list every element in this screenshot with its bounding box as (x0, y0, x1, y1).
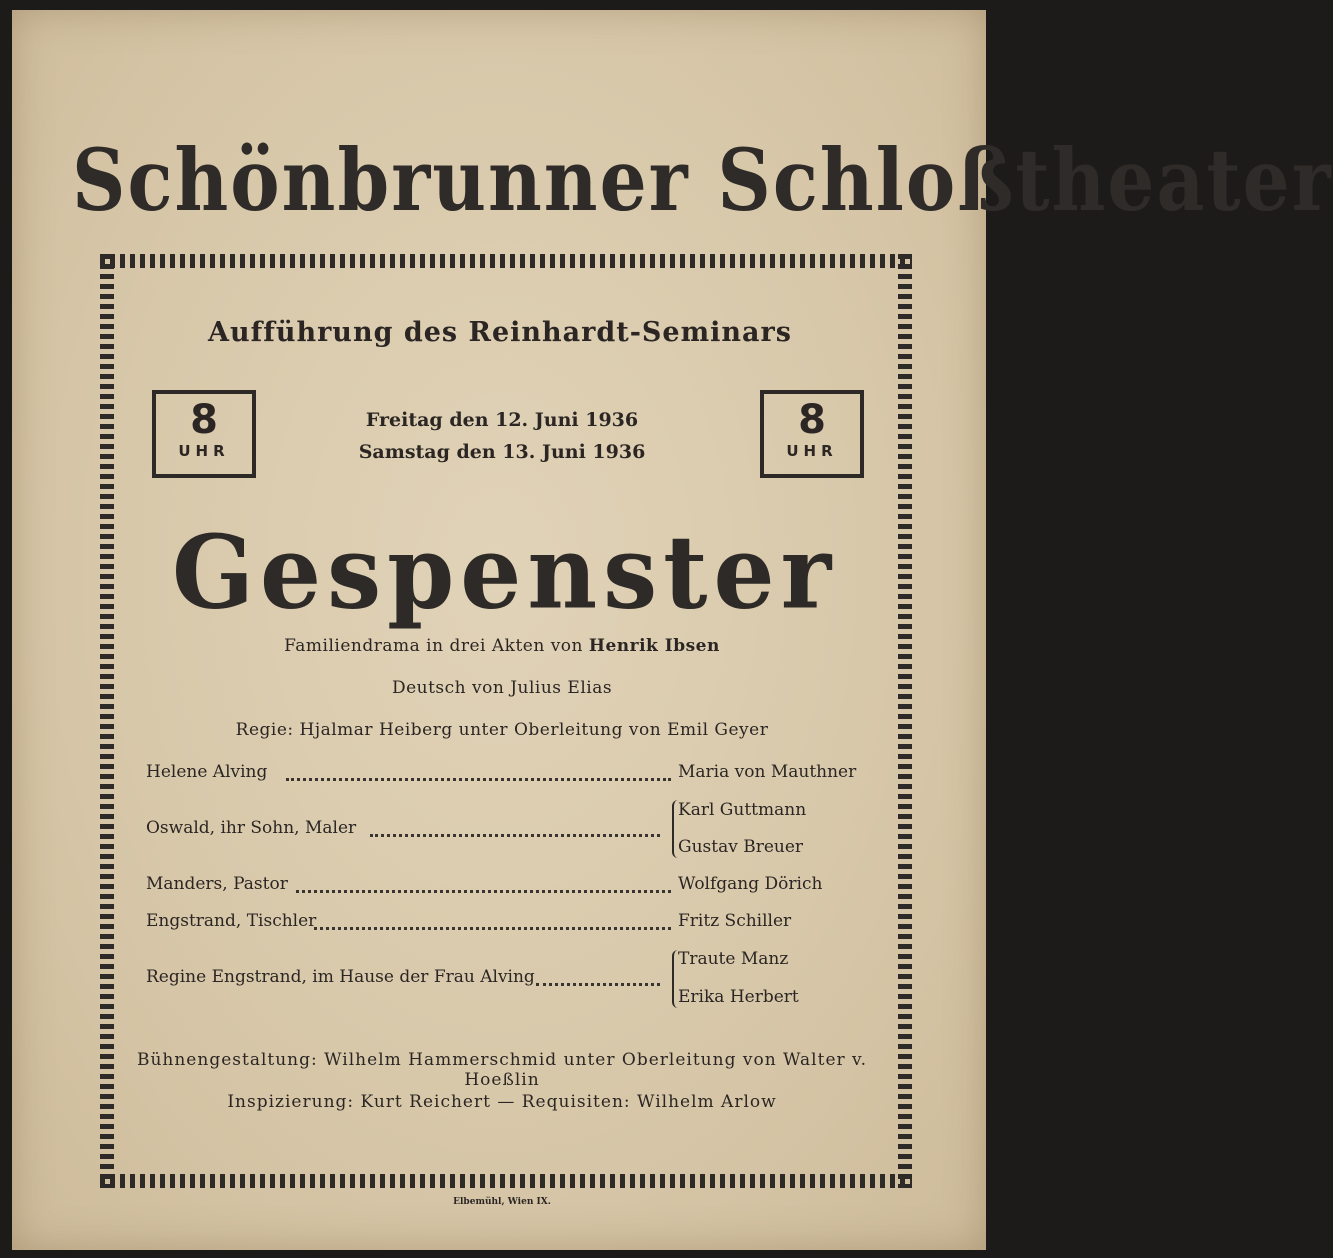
cast-row (146, 911, 866, 935)
theater-title: Schönbrunner Schloßtheater (72, 131, 1333, 231)
time-label: UHR (786, 442, 838, 460)
ornamental-border-top (100, 254, 912, 268)
performance-subtitle: Aufführung des Reinhardt-Seminars (208, 317, 792, 348)
ornamental-border-bottom (100, 1174, 912, 1188)
time-number: 8 (798, 397, 826, 443)
cast-role: Engstrand, Tischler (146, 911, 317, 931)
ornamental-border-left (100, 254, 114, 1188)
cast-actor: Fritz Schiller (678, 911, 792, 931)
direction-line: Regie: Hjalmar Heiberg unter Oberleitung von Emil Geyer (235, 720, 769, 740)
cast-alt-row (146, 837, 866, 861)
cast-actor: Maria von Mauthner (678, 762, 857, 782)
date-line: Samstag den 13. Juni 1936 (358, 441, 646, 463)
cast-row (146, 762, 866, 786)
cast-row (146, 874, 866, 898)
cast-role: Helene Alving (146, 762, 268, 782)
leader-dots (286, 774, 671, 781)
play-title: Gespenster (172, 513, 838, 632)
poster-sheet (12, 10, 1333, 1250)
leader-dots (370, 830, 660, 837)
stage-design-line: Bühnengestaltung: Wilhelm Hammerschmid unter Oberleitung von Walter v. Hoeßlin (136, 1050, 868, 1090)
cast-actor: Erika Herbert (678, 987, 799, 1007)
printer-imprint: Elbemühl, Wien IX. (453, 1197, 551, 1207)
cast-actor: Traute Manz (678, 949, 789, 969)
cast-alt-row (146, 987, 866, 1011)
leader-dots (296, 886, 671, 893)
date-line: Freitag den 12. Juni 1936 (365, 409, 639, 431)
cast-actor: Gustav Breuer (678, 837, 804, 857)
genre-line (132, 636, 872, 656)
cast-role: Oswald, ihr Sohn, Maler (146, 818, 357, 838)
credits-line: Inspizierung: Kurt Reichert — Requisiten: Wilhelm Arlow (227, 1092, 777, 1112)
leader-dots (314, 923, 671, 930)
ornamental-border-right (898, 254, 912, 1188)
cast-actor: Wolfgang Dörich (678, 874, 823, 894)
cast-alt-row (146, 949, 866, 973)
time-number: 8 (190, 397, 218, 443)
translation-line: Deutsch von Julius Elias (391, 678, 613, 698)
performance-dates (312, 404, 692, 468)
leader-dots (536, 979, 660, 986)
cast-alt-row (146, 800, 866, 824)
cast-role: Manders, Pastor (146, 874, 288, 894)
time-box-left (152, 390, 256, 478)
author-name: Henrik Ibsen (588, 636, 720, 656)
time-box-right (760, 390, 864, 478)
cast-role: Regine Engstrand, im Hause der Frau Alving (146, 967, 535, 987)
genre-text: Familiendrama in drei Akten von (284, 636, 583, 656)
cast-actor: Karl Guttmann (678, 800, 807, 820)
time-label: UHR (178, 442, 230, 460)
